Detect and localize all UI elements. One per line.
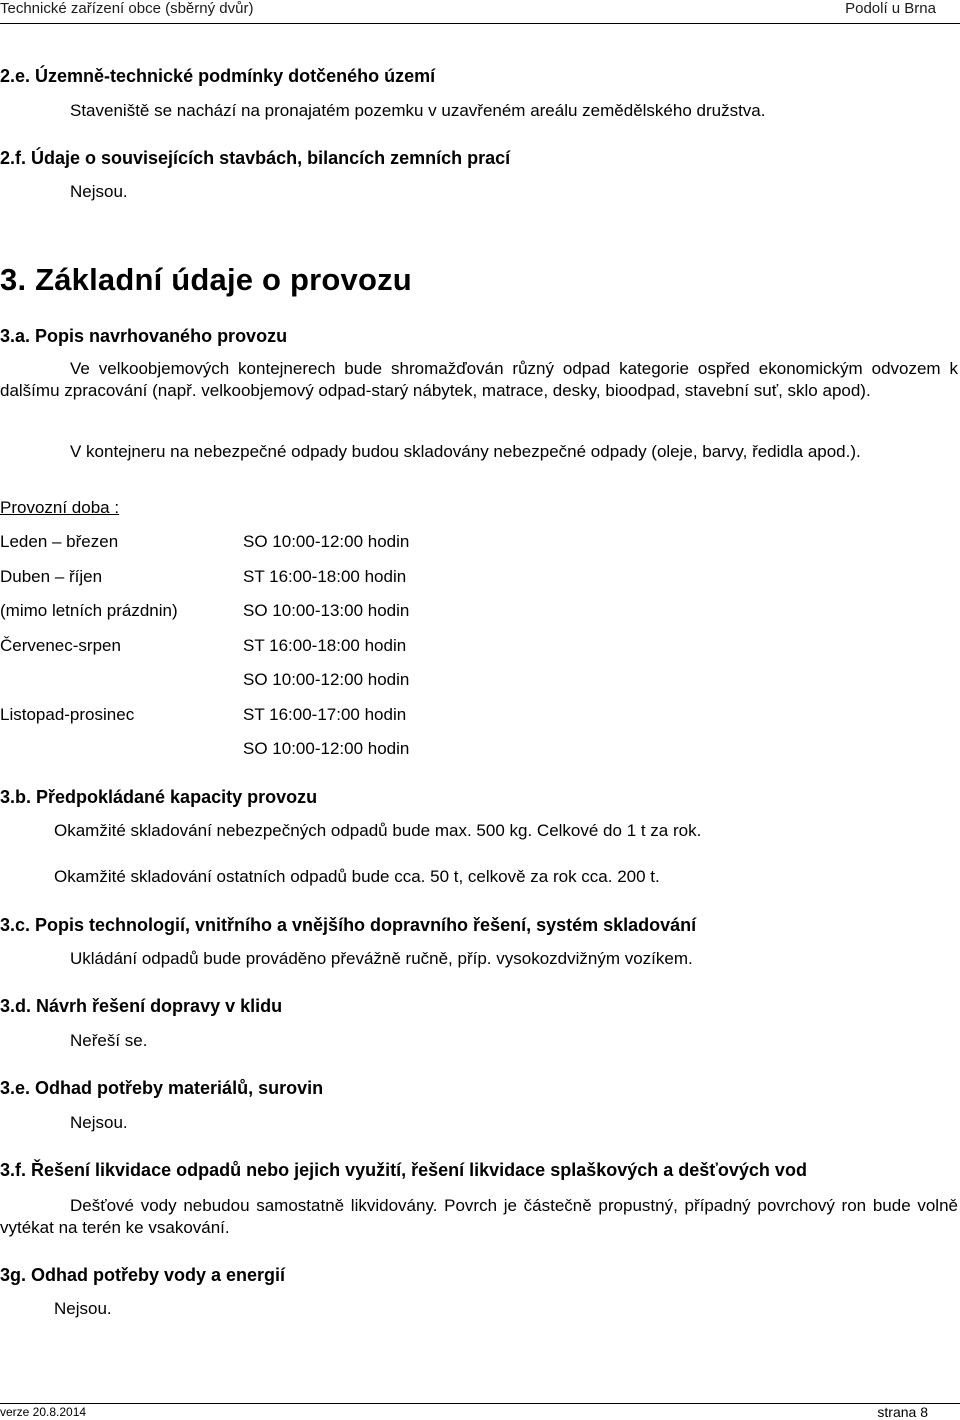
hours-time: SO 10:00-12:00 hodin [243,532,410,551]
section-3g-heading: 3g. Odhad potřeby vody a energií [0,1265,286,1285]
section-3c-text: Ukládání odpadů bude prováděno převážně ručně, příp. vysokozdvižným vozíkem. [70,949,693,968]
footer-version: verze 20.8.2014 [0,1405,87,1419]
section-3e-heading: 3.e. Odhad potřeby materiálů, surovin [0,1078,324,1098]
section-3d-text: Neřeší se. [70,1031,148,1050]
section-3c-heading: 3.c. Popis technologií, vnitřního a vnějšího dopravního řešení, systém skladování [0,915,697,935]
section-2f-text: Nejsou. [70,182,128,201]
section-3e-text: Nejsou. [70,1113,128,1132]
hours-label-summer-note: (mimo letních prázdnin) [0,601,178,620]
section-3a-heading: 3.a. Popis navrhovaného provozu [0,326,288,346]
hours-label-apr-oct: Duben – říjen [0,567,103,586]
section-3-heading: 3. Základní údaje o provozu [0,262,412,297]
hours-time: SO 10:00-12:00 hodin [243,739,410,758]
section-3d-heading: 3.d. Návrh řešení dopravy v klidu [0,996,283,1016]
footer-divider [0,1403,960,1404]
section-3b-line-1: Okamžité skladování nebezpečných odpadů bude max. 500 kg. Celkové do 1 t za rok. [54,821,702,840]
hours-time: ST 16:00-17:00 hodin [243,705,407,724]
header-document-title: Technické zařízení obce (sběrný dvůr) [0,0,254,17]
section-2e-heading: 2.e. Územně-technické podmínky dotčeného území [0,66,436,86]
operating-hours-heading: Provozní doba : [0,498,120,517]
section-3g-text: Nejsou. [54,1299,112,1318]
header-divider [0,23,960,24]
hours-time: ST 16:00-18:00 hodin [243,567,407,586]
hours-label-nov-dec: Listopad-prosinec [0,705,135,724]
hours-time: SO 10:00-12:00 hodin [243,670,410,689]
section-3a-paragraph-1: Ve velkoobjemových kontejnerech bude shromažďován různý odpad kategorie ospřed ekonomickým odvozem k dalšímu zpracování (např. velkoobjemový odpad-starý nábytek, matrace, desky, bioodpad, stavební suť, sklo apod). [0,359,958,400]
section-2f-heading: 2.f. Údaje o souvisejících stavbách, bilancích zemních prací [0,148,511,168]
header-location: Podolí u Brna [845,0,936,17]
hours-label-jan-mar: Leden – březen [0,532,119,551]
section-3b-line-2: Okamžité skladování ostatních odpadů bude cca. 50 t, celkově za rok cca. 200 t. [54,867,660,886]
footer-page-number: strana 8 [877,1404,928,1420]
section-3f-heading: 3.f. Řešení likvidace odpadů nebo jejich využití, řešení likvidace splaškových a dešťových vod [0,1160,807,1180]
section-3b-heading: 3.b. Předpokládané kapacity provozu [0,787,318,807]
hours-label-jul-aug: Červenec-srpen [0,636,121,655]
hours-time: SO 10:00-13:00 hodin [243,601,410,620]
hours-time: ST 16:00-18:00 hodin [243,636,407,655]
section-3a-paragraph-2: V kontejneru na nebezpečné odpady budou skladovány nebezpečné odpady (oleje, barvy, ředidla apod.). [70,442,861,461]
section-2e-text: Staveniště se nachází na pronajatém pozemku v uzavřeném areálu zemědělského družstva. [70,101,766,120]
section-3f-text: Dešťové vody nebudou samostatně likvidovány. Povrch je částečně propustný, případný povrchový ron bude volně vytékat na terén ke vsakování. [0,1196,958,1237]
